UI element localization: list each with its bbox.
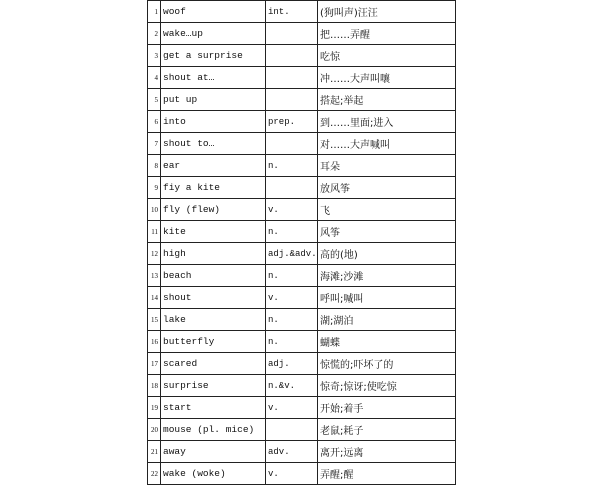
english-word: fiy a kite <box>161 177 266 199</box>
chinese-meaning: 耳朵 <box>318 155 456 177</box>
table-row <box>148 375 456 397</box>
row-number: 4 <box>148 67 161 89</box>
table-row <box>148 353 456 375</box>
table-row <box>148 419 456 441</box>
english-word: butterfly <box>161 331 266 353</box>
table-row <box>148 265 456 287</box>
english-word: high <box>161 243 266 265</box>
english-word: beach <box>161 265 266 287</box>
table-row <box>148 199 456 221</box>
row-number: 14 <box>148 287 161 309</box>
chinese-meaning: 弄醒;醒 <box>318 463 456 485</box>
part-of-speech: n. <box>266 221 318 243</box>
part-of-speech <box>266 133 318 155</box>
table-row <box>148 1 456 23</box>
chinese-meaning: 把……弄醒 <box>318 23 456 45</box>
row-number: 18 <box>148 375 161 397</box>
english-word: mouse (pl. mice) <box>161 419 266 441</box>
row-number: 9 <box>148 177 161 199</box>
part-of-speech <box>266 89 318 111</box>
part-of-speech: n. <box>266 265 318 287</box>
row-number: 16 <box>148 331 161 353</box>
row-number: 12 <box>148 243 161 265</box>
table-row <box>148 221 456 243</box>
english-word: shout <box>161 287 266 309</box>
row-number: 17 <box>148 353 161 375</box>
table-row <box>148 287 456 309</box>
chinese-meaning: 海滩;沙滩 <box>318 265 456 287</box>
chinese-meaning: 呼叫;喊叫 <box>318 287 456 309</box>
part-of-speech <box>266 23 318 45</box>
chinese-meaning: 离开;远离 <box>318 441 456 463</box>
chinese-meaning: 惊慌的;吓坏了的 <box>318 353 456 375</box>
english-word: kite <box>161 221 266 243</box>
part-of-speech <box>266 45 318 67</box>
row-number: 15 <box>148 309 161 331</box>
row-number: 3 <box>148 45 161 67</box>
part-of-speech: adj. <box>266 353 318 375</box>
english-word: get a surprise <box>161 45 266 67</box>
part-of-speech: adv. <box>266 441 318 463</box>
part-of-speech: v. <box>266 287 318 309</box>
vocabulary-table-body <box>148 1 456 485</box>
part-of-speech: n. <box>266 331 318 353</box>
row-number: 20 <box>148 419 161 441</box>
row-number: 2 <box>148 23 161 45</box>
english-word: away <box>161 441 266 463</box>
row-number: 1 <box>148 1 161 23</box>
chinese-meaning: 惊奇;惊讶;使吃惊 <box>318 375 456 397</box>
english-word: wake…up <box>161 23 266 45</box>
english-word: surprise <box>161 375 266 397</box>
row-number: 22 <box>148 463 161 485</box>
english-word: put up <box>161 89 266 111</box>
row-number: 19 <box>148 397 161 419</box>
english-word: shout at… <box>161 67 266 89</box>
vocabulary-table <box>147 0 456 485</box>
row-number: 13 <box>148 265 161 287</box>
vocabulary-sheet <box>147 0 456 485</box>
chinese-meaning: (狗叫声)汪汪 <box>318 1 456 23</box>
part-of-speech <box>266 419 318 441</box>
row-number: 8 <box>148 155 161 177</box>
chinese-meaning: 高的(地) <box>318 243 456 265</box>
row-number: 5 <box>148 89 161 111</box>
chinese-meaning: 搭起;举起 <box>318 89 456 111</box>
table-row <box>148 463 456 485</box>
chinese-meaning: 风筝 <box>318 221 456 243</box>
chinese-meaning: 开始;着手 <box>318 397 456 419</box>
english-word: lake <box>161 309 266 331</box>
chinese-meaning: 湖;湖泊 <box>318 309 456 331</box>
english-word: into <box>161 111 266 133</box>
table-row <box>148 89 456 111</box>
row-number: 10 <box>148 199 161 221</box>
table-row <box>148 133 456 155</box>
part-of-speech: n. <box>266 155 318 177</box>
chinese-meaning: 吃惊 <box>318 45 456 67</box>
table-row <box>148 441 456 463</box>
english-word: fly (flew) <box>161 199 266 221</box>
part-of-speech: int. <box>266 1 318 23</box>
chinese-meaning: 对……大声喊叫 <box>318 133 456 155</box>
chinese-meaning: 放风筝 <box>318 177 456 199</box>
part-of-speech: v. <box>266 397 318 419</box>
part-of-speech <box>266 67 318 89</box>
row-number: 6 <box>148 111 161 133</box>
table-row <box>148 155 456 177</box>
part-of-speech: v. <box>266 463 318 485</box>
english-word: woof <box>161 1 266 23</box>
chinese-meaning: 老鼠;耗子 <box>318 419 456 441</box>
chinese-meaning: 冲……大声叫嚷 <box>318 67 456 89</box>
table-row <box>148 331 456 353</box>
chinese-meaning: 飞 <box>318 199 456 221</box>
english-word: shout to… <box>161 133 266 155</box>
table-row <box>148 45 456 67</box>
row-number: 21 <box>148 441 161 463</box>
part-of-speech: prep. <box>266 111 318 133</box>
table-row <box>148 111 456 133</box>
row-number: 7 <box>148 133 161 155</box>
table-row <box>148 309 456 331</box>
table-row <box>148 67 456 89</box>
table-row <box>148 23 456 45</box>
english-word: start <box>161 397 266 419</box>
row-number: 11 <box>148 221 161 243</box>
english-word: scared <box>161 353 266 375</box>
part-of-speech: n. <box>266 309 318 331</box>
table-row <box>148 177 456 199</box>
part-of-speech <box>266 177 318 199</box>
english-word: wake (woke) <box>161 463 266 485</box>
english-word: ear <box>161 155 266 177</box>
chinese-meaning: 蝴蝶 <box>318 331 456 353</box>
chinese-meaning: 到……里面;进入 <box>318 111 456 133</box>
part-of-speech: v. <box>266 199 318 221</box>
part-of-speech: n.&v. <box>266 375 318 397</box>
part-of-speech: adj.&adv. <box>266 243 318 265</box>
table-row <box>148 243 456 265</box>
